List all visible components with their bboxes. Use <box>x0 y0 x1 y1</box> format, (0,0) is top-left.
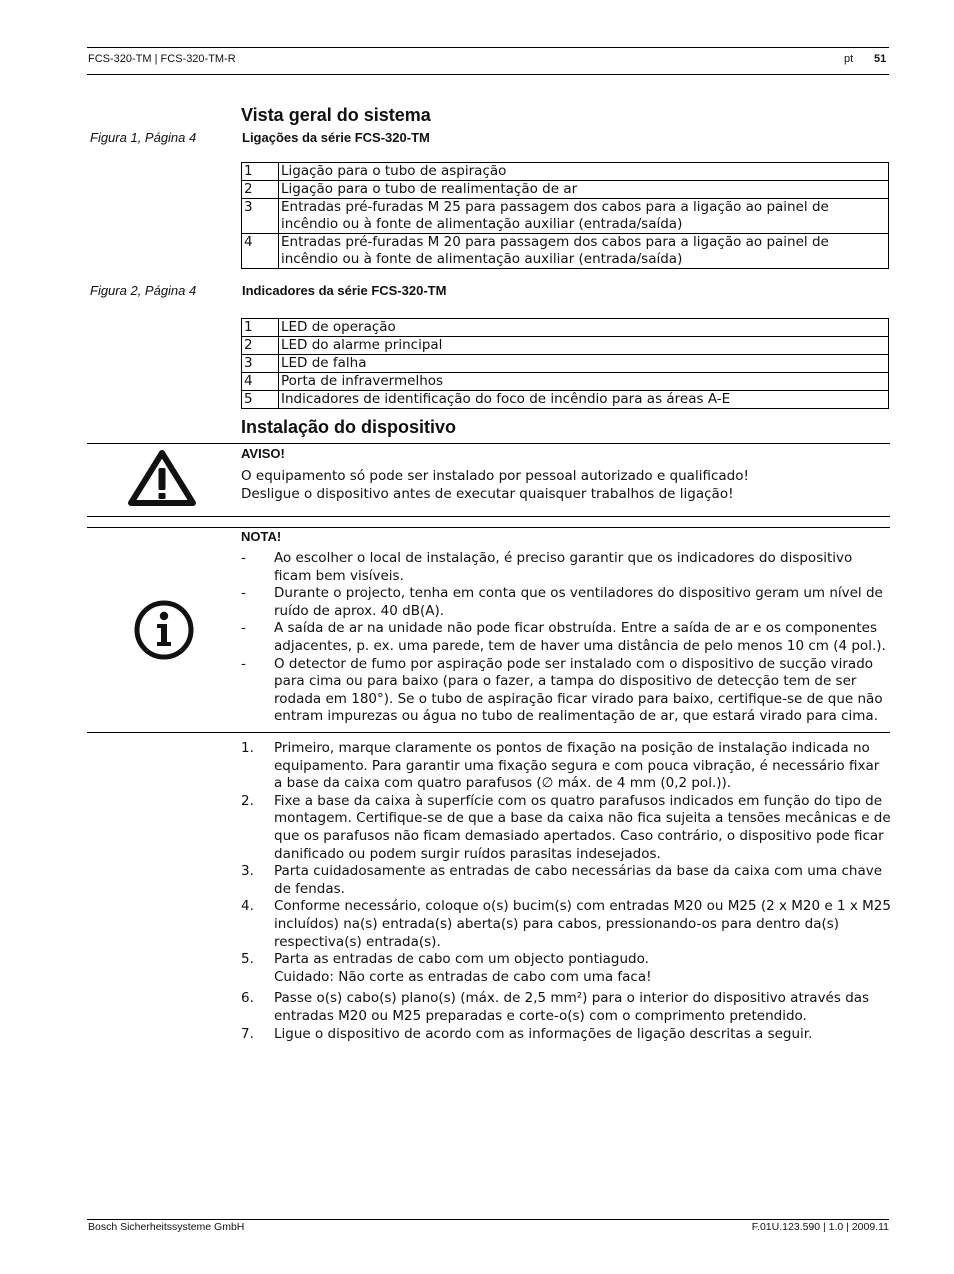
step-text: Passe o(s) cabo(s) plano(s) (máx. de 2,5 mm²) para o interior do dispositivo através das entradas M20 ou M25 preparadas e corte-o(s) com o comprimento pretendido. <box>274 990 870 1024</box>
table-row <box>242 234 889 269</box>
step-number: 2. <box>241 792 254 809</box>
fig1-title: Ligações da série FCS-320-TM <box>242 130 430 145</box>
row-text: Porta de infravermelhos <box>279 373 889 391</box>
step-number: 4. <box>241 898 254 915</box>
list-item <box>241 990 891 1025</box>
list-item <box>241 898 891 951</box>
row-number: 1 <box>242 319 279 337</box>
indicators-table <box>241 318 889 409</box>
warning-triangle-icon <box>126 447 198 509</box>
step-caution: Cuidado: Não corte as entradas de cabo com uma faca! <box>274 968 652 985</box>
step-number: 3. <box>241 863 254 880</box>
footer-docref: F.01U.123.590 | 1.0 | 2009.11 <box>751 1221 889 1233</box>
header-lang: pt <box>844 53 854 65</box>
row-number: 3 <box>242 355 279 373</box>
note-list <box>241 550 891 726</box>
header-top-rule <box>87 47 889 48</box>
footer-company: Bosch Sicherheitssysteme GmbH <box>88 1221 245 1233</box>
warning-bottom-rule <box>87 516 890 517</box>
row-text: Indicadores de identificação do foco de incêndio para as áreas A-E <box>279 391 889 409</box>
list-item <box>241 863 891 898</box>
table-row <box>242 181 889 199</box>
row-number: 1 <box>242 163 279 181</box>
step-text: Parta cuidadosamente as entradas de cabo necessárias da base da caixa com uma chave de fendas. <box>274 863 883 897</box>
info-icon <box>133 599 195 661</box>
table-row <box>242 373 889 391</box>
row-text: LED de falha <box>279 355 889 373</box>
list-item: - Durante o projecto, tenha em conta que os ventiladores do dispositivo geram um nível de ruído de aprox. 40 dB(A). <box>241 585 891 620</box>
step-text: Fixe a base da caixa à superfície com os quatro parafusos indicados em função do tipo de montagem. Certifique-se de que a base da caixa não fica sujeita a tensões mecânicas e de que os parafusos não ficam demasiado apertados. Caso contrário, o dispositivo pode ficar danificado ou podem surgir ruídos parasitas indesejados. <box>274 792 891 862</box>
row-text: LED do alarme principal <box>279 337 889 355</box>
connections-table <box>241 162 889 269</box>
fig1-ref: Figura 1, Página 4 <box>90 130 197 145</box>
warning-top-rule <box>87 443 890 444</box>
header-bottom-rule <box>87 74 889 75</box>
row-number: 4 <box>242 373 279 391</box>
list-item: - Ao escolher o local de instalação, é preciso garantir que os indicadores do dispositivo ficam bem visíveis. <box>241 550 891 585</box>
list-item <box>241 951 891 986</box>
overview-heading: Vista geral do sistema <box>241 105 431 125</box>
row-number: 2 <box>242 337 279 355</box>
step-number: 5. <box>241 951 254 968</box>
row-number: 5 <box>242 391 279 409</box>
fig2-title: Indicadores da série FCS-320-TM <box>242 283 447 298</box>
list-item <box>241 793 891 863</box>
row-text: Entradas pré-furadas M 20 para passagem dos cabos para a ligação ao painel de incêndio ou à fonte de alimentação auxiliar (entrada/saída) <box>279 234 889 269</box>
step-number: 1. <box>241 740 254 756</box>
step-text: Parta as entradas de cabo com um objecto pontiagudo. <box>274 951 649 968</box>
warning-line-1: O equipamento só pode ser instalado por pessoal autorizado e qualificado! <box>241 468 749 484</box>
table-row <box>242 337 889 355</box>
list-item: - A saída de ar na unidade não pode ficar obstruída. Entre a saída de ar e os componentes adjacentes, p. ex. uma parede, tem de haver uma distância de pelo menos 10 cm (4 pol.). <box>241 620 891 655</box>
installation-steps <box>241 740 891 1043</box>
list-item: - O detector de fumo por aspiração pode ser instalado com o dispositivo de sucção virado para cima ou para baixo (para o fazer, a tampa do dispositivo de detecção tem de ser rodada em 180°). Se o tubo de aspiração ficar virado para baixo, certifique-se de que não entram impurezas ou água no tubo de realimentação de ar, que estará virado para cima. <box>241 656 891 726</box>
note-title: NOTA! <box>241 529 282 544</box>
table-row <box>242 163 889 181</box>
list-item <box>241 740 891 793</box>
step-text: Conforme necessário, coloque o(s) bucim(s) com entradas M20 ou M25 (2 x M20 e 1 x M25 incluídos) na(s) entrada(s) aberta(s) para cabos, pressionando-os para dentro da(s) respectiva(s) entrada(s). <box>274 898 891 950</box>
step-text: Primeiro, marque claramente os pontos de fixação na posição de instalação indicada no equipamento. Para garantir uma fixação segura e com pouca vibração, é necessário fixar a base da caixa com quatro parafusos (∅ máx. de 4 mm (0,2 pol.)). <box>274 740 880 792</box>
table-row <box>242 199 889 234</box>
table-row <box>242 391 889 409</box>
row-text: Entradas pré-furadas M 25 para passagem dos cabos para a ligação ao painel de incêndio ou à fonte de alimentação auxiliar (entrada/saída) <box>279 199 889 234</box>
step-number: 6. <box>241 990 254 1007</box>
step-text: Ligue o dispositivo de acordo com as informações de ligação descritas a seguir. <box>274 1025 813 1042</box>
list-item <box>241 1026 891 1044</box>
table-row <box>242 355 889 373</box>
header-page-number: 51 <box>874 53 887 65</box>
note-bottom-rule <box>87 732 890 733</box>
step-number: 7. <box>241 1025 254 1042</box>
row-text: LED de operação <box>279 319 889 337</box>
installation-heading: Instalação do dispositivo <box>241 417 457 437</box>
warning-line-2: Desligue o dispositivo antes de executar quaisquer trabalhos de ligação! <box>241 486 734 502</box>
table-row <box>242 319 889 337</box>
row-number: 3 <box>242 199 279 234</box>
row-text: Ligação para o tubo de realimentação de ar <box>279 181 889 199</box>
header-product: FCS-320-TM | FCS-320-TM-R <box>88 53 236 65</box>
row-text: Ligação para o tubo de aspiração <box>279 163 889 181</box>
note-top-rule <box>87 527 890 528</box>
warning-title: AVISO! <box>241 446 285 461</box>
fig2-ref: Figura 2, Página 4 <box>90 283 197 298</box>
footer-rule <box>87 1219 889 1220</box>
row-number: 4 <box>242 234 279 269</box>
row-number: 2 <box>242 181 279 199</box>
